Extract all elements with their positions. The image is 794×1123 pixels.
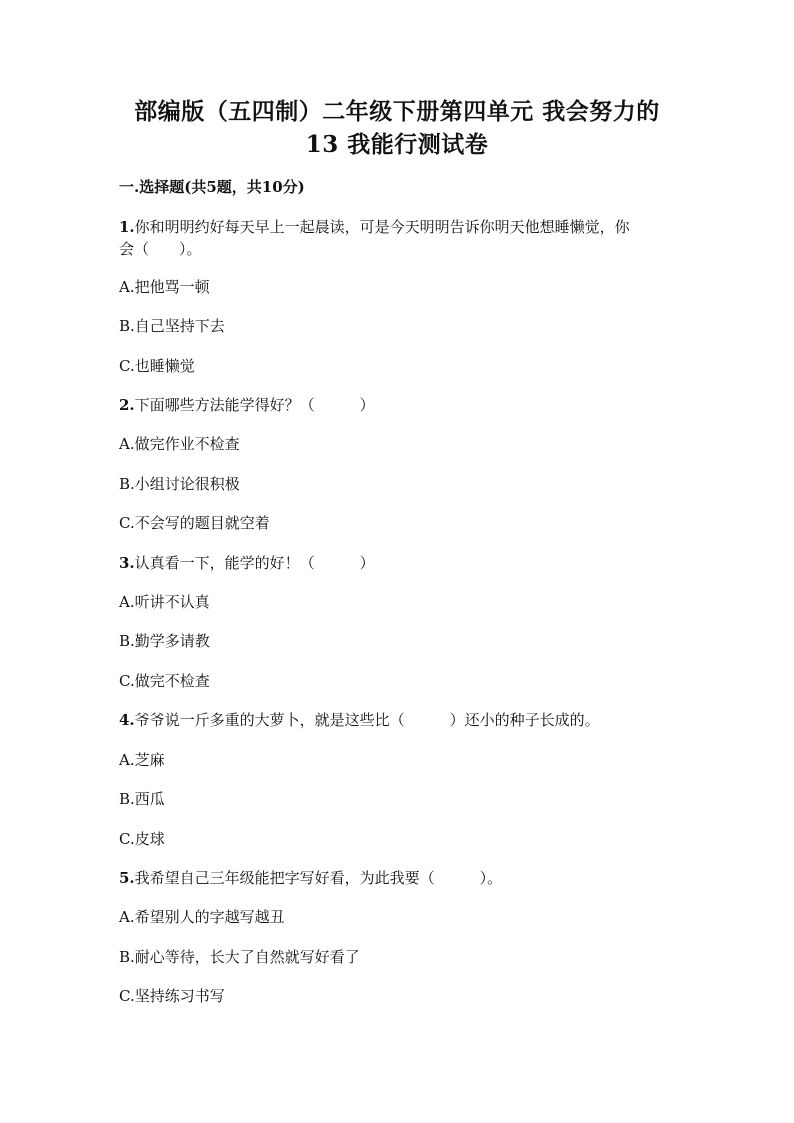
option-2b[interactable]: B.小组讨论很积极 [119, 475, 240, 493]
question-4 [119, 709, 679, 731]
option-3c[interactable]: C.做完不检查 [119, 672, 210, 690]
question-5 [119, 867, 679, 889]
question-number: 2. [119, 396, 135, 414]
option-5b[interactable]: B.耐心等待，长大了自然就写好看了 [119, 948, 360, 966]
question-text: 认真看一下，能学的好！（ ） [134, 554, 375, 572]
question-3 [119, 552, 679, 574]
option-3a[interactable]: A.听讲不认真 [119, 593, 210, 611]
option-2a[interactable]: A.做完作业不检查 [119, 435, 240, 453]
question-number: 3. [119, 554, 135, 572]
question-text: 我希望自己三年级能把字写好看，为此我要（ ）。 [134, 869, 503, 887]
question-1 [119, 216, 679, 260]
page-title-line1: 部编版（五四制）二年级下册第四单元 我会努力的 [134, 98, 660, 125]
section-heading: 一.选择题(共5题，共10分) [119, 178, 305, 196]
question-text: 爷爷说一斤多重的大萝卜，就是这些比（ ）还小的种子长成的。 [134, 711, 600, 729]
option-1c[interactable]: C.也睡懒觉 [119, 357, 195, 375]
question-2 [119, 394, 679, 416]
question-text: 下面哪些方法能学得好？（ ） [134, 396, 375, 414]
page-title-line2: 13 我能行测试卷 [305, 131, 489, 158]
question-text-cont: 会（ ）。 [119, 240, 202, 258]
question-number: 5. [119, 869, 135, 887]
option-1b[interactable]: B.自己坚持下去 [119, 317, 225, 335]
option-4c[interactable]: C.皮球 [119, 830, 165, 848]
question-number: 1. [119, 218, 135, 236]
question-text: 你和明明约好每天早上一起晨读，可是今天明明告诉你明天他想睡懒觉，你 [134, 218, 630, 236]
option-5c[interactable]: C.坚持练习书写 [119, 987, 225, 1005]
option-4a[interactable]: A.芝麻 [119, 751, 165, 769]
option-3b[interactable]: B.勤学多请教 [119, 632, 210, 650]
option-1a[interactable]: A.把他骂一顿 [119, 278, 210, 296]
option-5a[interactable]: A.希望别人的字越写越丑 [119, 908, 285, 926]
option-2c[interactable]: C.不会写的题目就空着 [119, 514, 270, 532]
question-number: 4. [119, 711, 135, 729]
option-4b[interactable]: B.西瓜 [119, 790, 165, 808]
